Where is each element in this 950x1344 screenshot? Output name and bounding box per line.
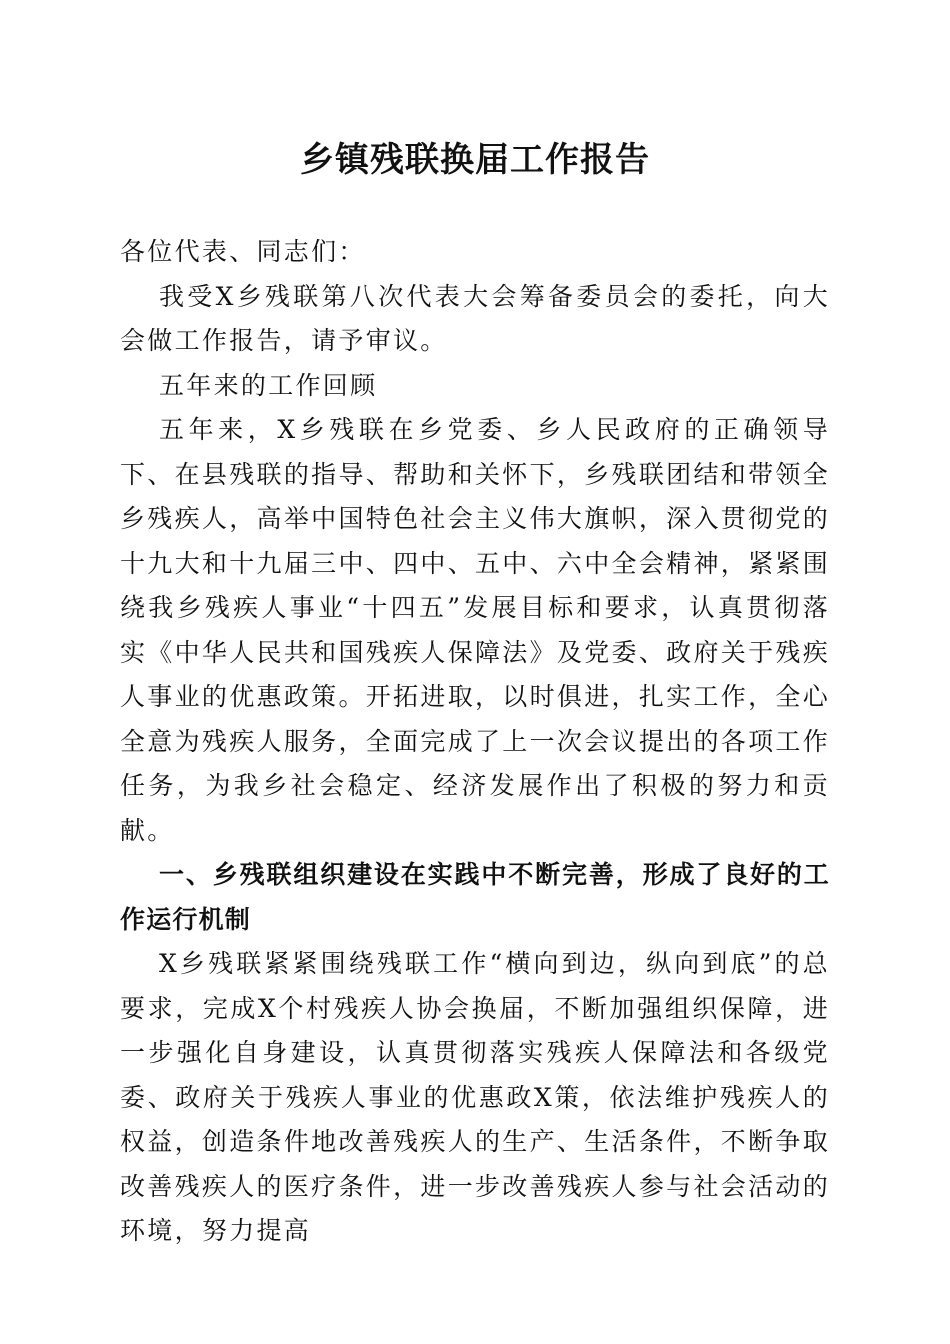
section-1-paragraph: X乡残联紧紧围绕残联工作“横向到边，纵向到底”的总要求，完成X个村残疾人协会换届，不断加强组织保障，进一步强化自身建设，认真贯彻落实残疾人保障法和各级党委、政府关于残疾人事业的优惠政X策，依法维护残疾人的权益，创造条件地改善残疾人的生产、生活条件，不断争取改善残疾人的医疗条件，进一步改善残疾人参与社会活动的环境，努力提高: [120, 949, 830, 1245]
document-body: [120, 230, 830, 1254]
section-heading-1: 一、乡残联组织建设在实践中不断完善，形成了良好的工作运行机制: [120, 860, 830, 934]
section-review-title: 五年来的工作回顾: [159, 370, 378, 400]
salutation: 各位代表、同志们：: [120, 237, 366, 266]
intro-paragraph: 我受X乡残联第八次代表大会筹备委员会的委托，向大会做工作报告，请予审议。: [120, 281, 830, 355]
review-paragraph: 五年来，X乡残联在乡党委、乡人民政府的正确领导下、在县残联的指导、帮助和关怀下，乡残联团结和带领全乡残疾人，高举中国特色社会主义伟大旗帜，深入贯彻党的十九大和十九届三中、四中、五中、六中全会精神，紧紧围绕我乡残疾人事业“十四五”发展目标和要求，认真贯彻落实《中华人民共和国残疾人保障法》及党委、政府关于残疾人事业的优惠政策。开拓进取，以时俱进，扎实工作，全心全意为残疾人服务，全面完成了上一次会议提出的各项工作任务，为我乡社会稳定、经济发展作出了积极的努力和贡献。: [120, 415, 830, 845]
document-title: 乡镇残联换届工作报告: [300, 140, 650, 180]
